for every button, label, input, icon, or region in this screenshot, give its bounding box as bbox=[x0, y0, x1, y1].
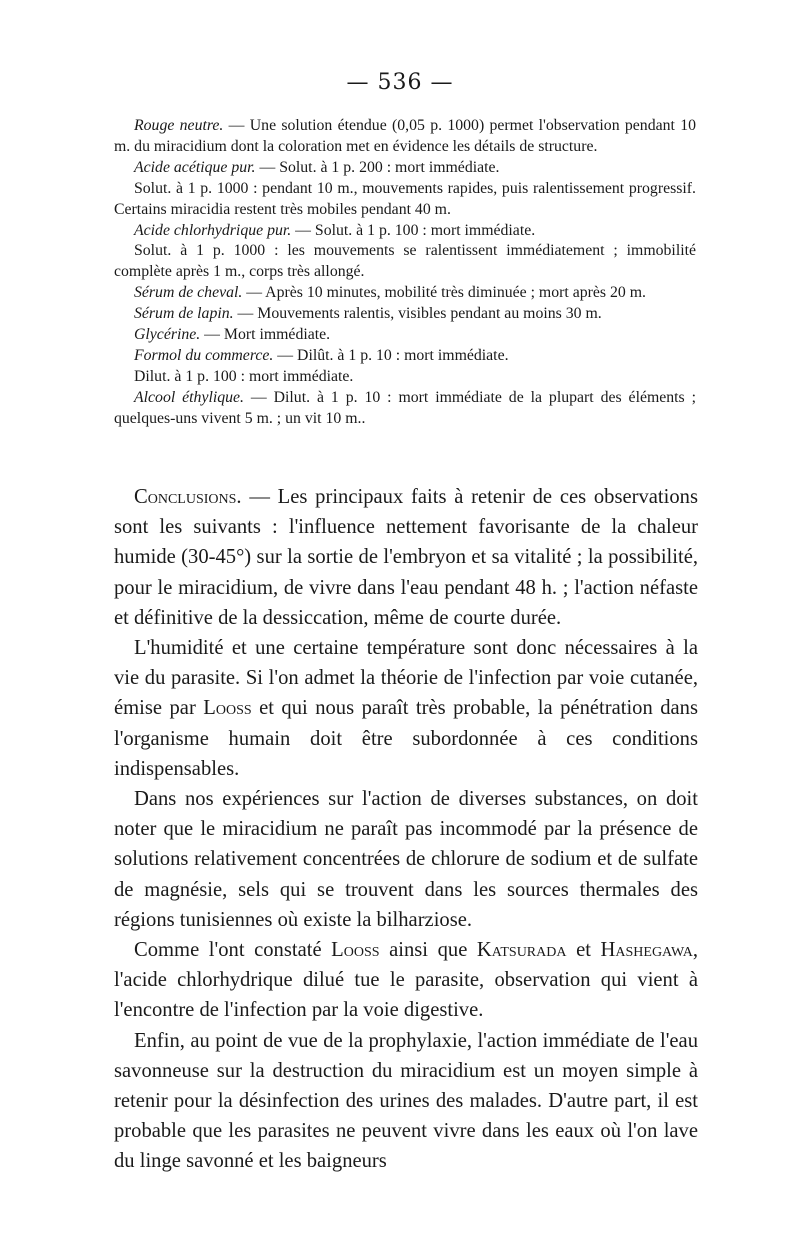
note-label: Acide acétique pur. bbox=[134, 158, 256, 176]
note-label: Formol du commerce. bbox=[134, 346, 274, 364]
note-acide-acetique bbox=[114, 158, 696, 179]
conclusions-heading: Conclusions. bbox=[134, 486, 242, 508]
note-alcool-ethylique bbox=[114, 388, 696, 430]
note-label: Sérum de lapin. bbox=[134, 305, 234, 323]
paragraph-text: et qui nous paraît très probable, la pénétration dans l'organisme humain doit être subordonnée à ces conditions indispensables. bbox=[114, 697, 698, 780]
paragraph-text: — Les principaux faits à retenir de ces observations sont les suivants : l'influence nettement favorisante de la chaleur humide (30-45°) sur la sortie de l'embryon et sa vitalité ; la possibilité, pour le miracidium, de vivre dans l'eau pendant 48 h. ; l'action néfaste et définitive de la dessiccation, même de courte durée. bbox=[114, 486, 698, 629]
author-name: Katsurada bbox=[476, 939, 567, 962]
note-text: — Une solution étendue (0,05 p. 1000) permet l'observation pendant 10 m. du miracidium dont la coloration met en évidence les détails de structure. bbox=[114, 117, 696, 155]
paragraph-text: L'humidité et une certaine température sont donc nécessaires à la vie du parasite. Si l'on admet la théorie de l'infection par voie cutanée, émise par bbox=[114, 637, 698, 720]
note-text: — Mort immédiate. bbox=[200, 326, 331, 344]
note-text: Solut. à 1 p. 1000 : les mouvements se ralentissent immédiatement ; immobilité complète après 1 m., corps très allongé. bbox=[114, 242, 696, 281]
paragraph-text: , l'acide chlorhydrique dilué tue le parasite, observation qui vient à l'encontre de l'infection par la voie digestive. bbox=[114, 939, 698, 1022]
conclusions-paragraph-3: Dans nos expériences sur l'action de diverses substances, on doit noter que le miracidium ne paraît pas incommodé par la présence de solutions relativement concentrées de chlorure de sodium et de sulfate de magnésie, sels qui se trouvent dans les sources thermales des régions tunisiennes où existe la bilharziose. bbox=[114, 788, 698, 931]
paragraph-text: ainsi que bbox=[379, 939, 477, 962]
note-label: Glycérine. bbox=[134, 326, 201, 344]
note-acide-chlorhydrique bbox=[114, 221, 696, 242]
note-text: — Dilût. à 1 p. 10 : mort immédiate. bbox=[273, 346, 509, 364]
conclusions-paragraph-2 bbox=[114, 633, 698, 784]
note-acide-chlorhydrique-dilute bbox=[114, 241, 696, 283]
note-label: Rouge neutre. bbox=[134, 117, 224, 134]
note-label: Sérum de cheval. bbox=[134, 284, 243, 302]
page-number: — 536 — bbox=[346, 70, 454, 95]
note-text: Dilut. à 1 p. 100 : mort immédiate. bbox=[134, 367, 354, 385]
conclusions-paragraph-5: Enfin, au point de vue de la prophylaxie, l'action immédiate de l'eau savonneuse sur la destruction du miracidium est un moyen simple à retenir pour la désinfection des urines des malades. D'autre part, il est probable que les parasites ne peuvent vivre dans les eaux où l'on lave du linge savonné et les baigneurs bbox=[114, 1029, 698, 1173]
paragraph-text: Comme l'ont constaté bbox=[134, 939, 332, 962]
author-name: Looss bbox=[203, 697, 252, 720]
note-serum-lapin bbox=[114, 304, 696, 325]
note-text: — Mouvements ralentis, visibles pendant au moins 30 m. bbox=[233, 305, 602, 323]
note-rouge-neutre bbox=[114, 116, 696, 158]
note-text: Solut. à 1 p. 1000 : pendant 10 m., mouvements rapides, puis ralentissement progressif. Certains miracidia restent très mobiles pendant 40 m. bbox=[114, 179, 696, 218]
note-label: Acide chlorhydrique pur. bbox=[134, 221, 292, 239]
note-text: — Solut. à 1 p. 100 : mort immédiate. bbox=[291, 221, 536, 239]
note-text: — Dilut. à 1 p. 10 : mort immédiate de la plupart des éléments ; quelques-uns vivent 5 m. ; un vit 10 m.. bbox=[114, 388, 696, 427]
note-formol bbox=[114, 346, 696, 367]
note-glycerine bbox=[114, 325, 696, 346]
paragraph-text: et bbox=[566, 939, 601, 962]
author-name: Looss bbox=[331, 939, 380, 962]
conclusions-paragraph-1 bbox=[114, 482, 698, 633]
author-name: Hashegawa bbox=[600, 939, 693, 962]
note-serum-cheval bbox=[114, 283, 696, 304]
note-text: — Après 10 minutes, mobilité très diminuée ; mort après 20 m. bbox=[242, 284, 646, 302]
note-label: Alcool éthylique. bbox=[134, 388, 244, 406]
note-text: — Solut. à 1 p. 200 : mort immédiate. bbox=[255, 158, 500, 176]
conclusions-section bbox=[114, 482, 698, 1177]
note-formol-dilute bbox=[114, 367, 696, 388]
note-acide-acetique-dilute bbox=[114, 179, 696, 221]
conclusions-paragraph-4 bbox=[114, 935, 698, 1026]
experiment-notes bbox=[114, 116, 696, 430]
